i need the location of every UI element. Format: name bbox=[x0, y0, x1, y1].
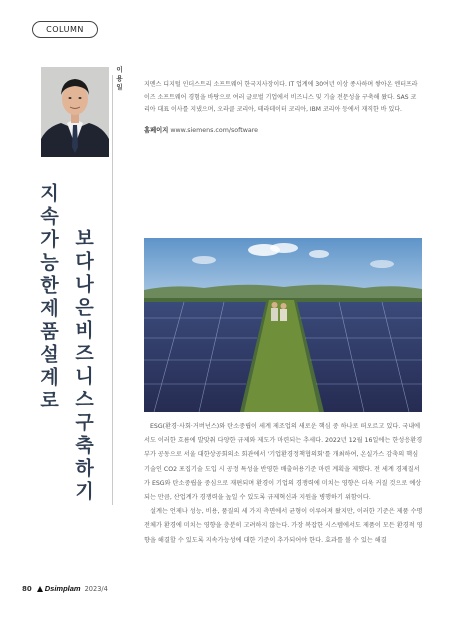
magazine-name: Dsimplam bbox=[44, 584, 81, 593]
solar-panel-photo bbox=[144, 238, 422, 412]
magazine-logo bbox=[36, 584, 81, 593]
author-bio: 지멘스 디지털 인더스트리 소프트웨어 한국지사장이다. IT 업계에 30여년 이상 종사하며 쌓아온 엔터프라이즈 소프트웨어 경험을 바탕으로 여러 글로벌 기업에서 비즈니스 및 기술 전문성을 구축해 왔다. SAS 코리아 대표 이사를 지냈으며, 오라클 코리아, 테라데이터 코리아, IBM 코리아 등에서 재직한 바 있다. bbox=[144, 81, 418, 113]
issue-date: 2023/4 bbox=[84, 584, 108, 593]
article-title-line-1: 지속가능한제품설계로 bbox=[37, 183, 59, 413]
body-paragraph-1: ESG(환경·사회·거버넌스)와 탄소중립이 세계 제조업의 새로운 핵심 중 하나로 떠오르고 있다. 국내에서도 이러한 흐름에 발맞춰 다양한 규제와 제도가 마련되는 추세다. 2022년 12월 16일에는 한성응환경부가 공동으로 서울 대한상공회의소 회관에서 '기업환경정책협의회'를 개최하여, 온실가스 감축의 핵심기술인 CO2 포집기술 도입 시 공정 특성을 반영한 배출허용기준 마련 계획을 제했다. 전 세계 경제질서가 ESG와 탄소중립을 중심으로 재편되며 환경이 기업의 경쟁력에 미치는 영향은 더욱 커질 것으로 예상되는 만큼, 산업계가 경쟁력을 높일 수 있도록 규제혁신과 지원을 병행하기 위함이다. bbox=[144, 423, 423, 502]
solar-field-illustration bbox=[144, 238, 422, 412]
portrait-illustration bbox=[41, 67, 109, 157]
page-footer bbox=[22, 584, 108, 593]
author-portrait bbox=[41, 67, 109, 157]
vertical-divider bbox=[112, 75, 113, 505]
body-paragraph-2: 설계는 언제나 성능, 비용, 품질의 세 가지 측면에서 균형이 이루어져 왔지만, 이러한 기준은 제품 수명 전체가 환경에 미치는 영향을 충분히 고려하지 않는다. 가장 복잡한 시스템에서도 제품이 모든 환경적 영향을 해결할 수 있도록 지속가능성에 대한 기준이 추가되어야 한다. 효과를 볼 수 있는 해결 bbox=[144, 508, 423, 544]
author-homepage bbox=[144, 125, 258, 134]
article-body bbox=[144, 420, 424, 548]
column-tag: COLUMN bbox=[32, 21, 98, 38]
article-title-line-2: 보다나은비즈니스구축하기 bbox=[72, 228, 94, 504]
magazine-logo-icon bbox=[36, 585, 44, 593]
homepage-label: 홈페이지 bbox=[144, 127, 169, 134]
page-number: 80 bbox=[22, 584, 32, 593]
author-name: 이 용 일 bbox=[115, 66, 123, 91]
homepage-link[interactable]: www.siemens.com/software bbox=[170, 127, 259, 134]
